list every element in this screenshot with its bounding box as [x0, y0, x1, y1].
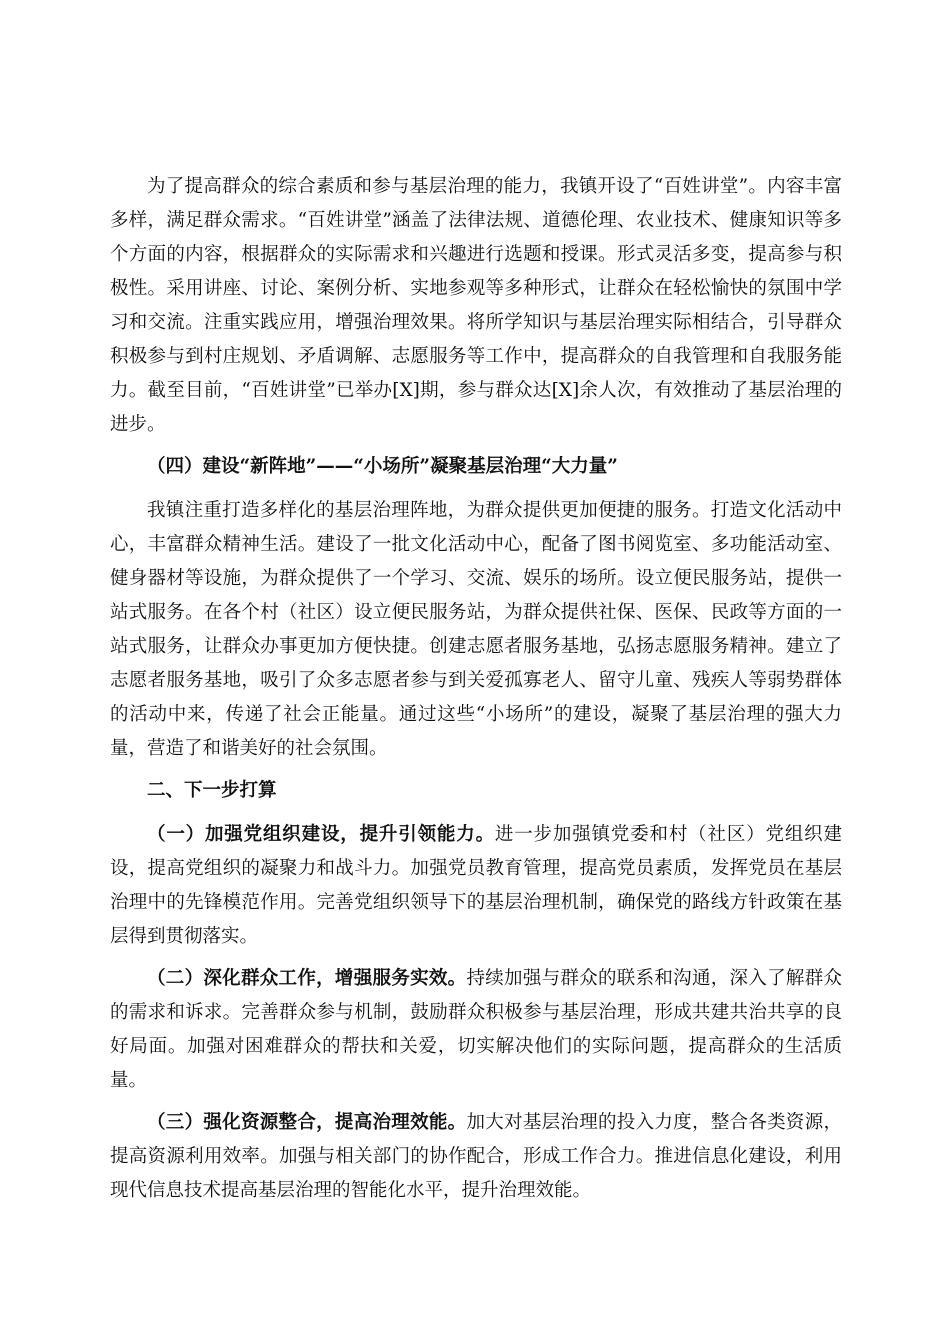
paragraph-baixing-jiangtang: 为了提高群众的综合素质和参与基层治理的能力，我镇开设了“百姓讲堂”。内容丰富多样，满足群众需求。“百姓讲堂”涵盖了法律法规、道德伦理、农业技术、健康知识等多个方面的内容，根据群众的实际需求和兴趣进行选题和授课。形式灵活多变，提高参与积极性。采用讲座、讨论、案例分析、实地参观等多种形式，让群众在轻松愉快的氛围中学习和交流。注重实践应用，增强治理效果。将所学知识与基层治理实际相结合，引导群众积极参与到村庄规划、矛盾调解、志愿服务等工作中，提高群众的自我管理和自我服务能力。截至目前，“百姓讲堂”已举办[X]期，参与群众达[X]余人次，有效推动了基层治理的进步。	[110, 176, 842, 435]
item-3-body: 加大对基层治理的投入力度，整合各类资源，提高资源利用效率。加强与相关部门的协作配合，形成工作合力。推进信息化建设，利用现代信息技术提高基层治理的智能化水平，提升治理效能。	[110, 1112, 842, 1201]
heading-next-steps: 二、下一步打算	[147, 780, 277, 801]
item-3-lead: （三）强化资源整合，提高治理效能。	[147, 1112, 467, 1133]
heading-section-4: （四）建设“新阵地”——“小场所”凝聚基层治理“大力量”	[147, 456, 618, 477]
item-1-body: 进一步加强镇党委和村（社区）党组织建设，提高党组织的凝聚力和战斗力。加强党员教育管理，提高党员素质，发挥党员在基层治理中的先锋模范作用。完善党组织领导下的基层治理机制，确保党的路线方针政策在基层得到贯彻落实。	[110, 824, 842, 947]
document-page	[110, 170, 842, 1216]
paragraph-new-positions: 我镇注重打造多样化的基层治理阵地，为群众提供更加便捷的服务。打造文化活动中心，丰富群众精神生活。建设了一批文化活动中心，配备了图书阅览室、多功能活动室、健身器材等设施，为群众提供了一个学习、交流、娱乐的场所。设立便民服务站，提供一站式服务。在各个村（社区）设立便民服务站，为群众提供社保、医保、民政等方面的一站式服务，让群众办事更加方便快捷。创建志愿者服务基地，弘扬志愿服务精神。建立了志愿者服务基地，吸引了众多志愿者参与到关爱孤寡老人、留守儿童、残疾人等弱势群体的活动中来，传递了社会正能量。通过这些“小场所”的建设，凝聚了基层治理的强大力量，营造了和谐美好的社会氛围。	[110, 500, 842, 759]
item-1-lead: （一）加强党组织建设，提升引领能力。	[147, 824, 495, 845]
paragraph-item-2	[110, 962, 842, 1098]
paragraph-item-1	[110, 818, 842, 954]
item-2-body: 持续加强与群众的联系和沟通，深入了解群众的需求和诉求。完善群众参与机制，鼓励群众积极参与基层治理，形成共建共治共享的良好局面。加强对困难群众的帮扶和关爱，切实解决他们的实际问题，提高群众的生活质量。	[110, 968, 842, 1091]
paragraph-item-3	[110, 1106, 842, 1208]
item-2-lead: （二）深化群众工作，增强服务实效。	[147, 968, 467, 989]
